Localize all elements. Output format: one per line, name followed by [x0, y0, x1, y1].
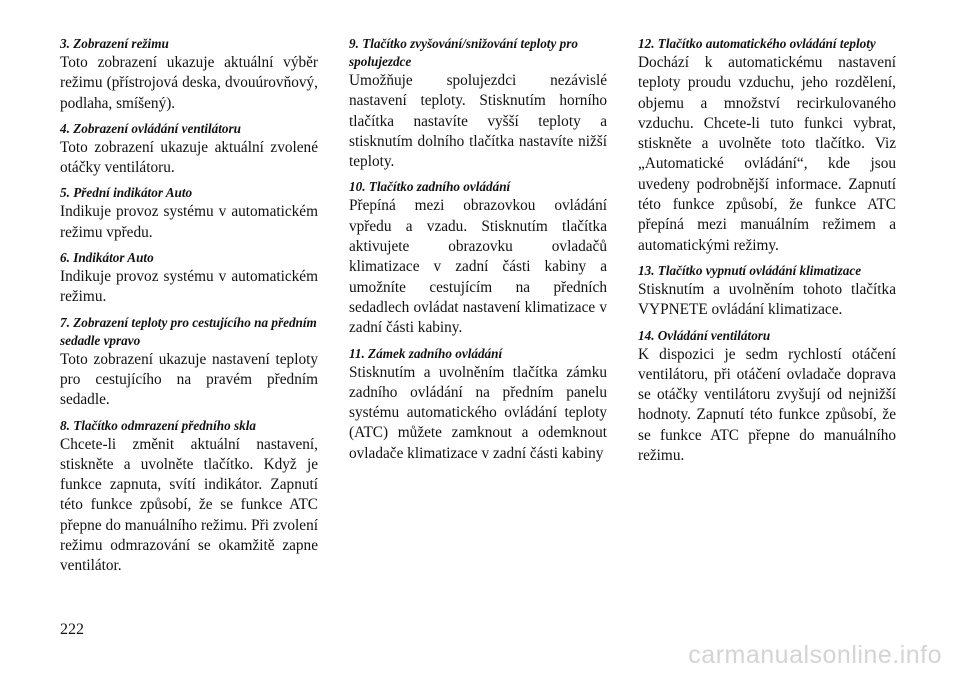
entry-passenger-temperature-buttons	[349, 35, 607, 172]
entry-heading: 4. Zobrazení ovládání ventilátoru	[60, 120, 241, 136]
page-number: 222	[60, 621, 84, 638]
entry-fan-control-display	[60, 120, 318, 179]
entry-body: K dispozici je sedm rychlostí otáčení ventilátoru, při otáčení ovladače doprava se otáčky ventilátoru zvyšují od nejnižší hodnoty. Zapnutí této funkce způsobí, že se funkce ATC přepne do manuálního režimu.	[638, 345, 896, 465]
entry-body: Toto zobrazení ukazuje aktuální zvolené otáčky ventilátoru.	[60, 138, 318, 177]
entry-body: Indikuje provoz systému v automatickém režimu vpředu.	[60, 203, 318, 241]
text-column-3	[638, 35, 896, 472]
entry-rear-control-lock	[349, 345, 607, 464]
entry-heading: 3. Zobrazení režimu	[60, 36, 169, 51]
entry-body: Přepíná mezi obrazovkou ovládání vpředu a vzadu. Stisknutím tlačítka aktivujete obrazovku ovladačů klimatizace v zadní části kabiny a umožníte cestujícím na předních sedadlech ovládat nastavení klimatizace v zadní části kabiny.	[349, 197, 607, 337]
entry-body: Chcete-li změnit aktuální nastavení, stiskněte a uvolněte tlačítko. Když je funkce zapnuta, svítí indikátor. Zapnutí této funkce způsobí, že se funkce ATC přepne do manuálního režimu. Při zvolení režimu odmrazování se okamžitě zapne ventilátor.	[60, 435, 318, 575]
entry-heading: 14. Ovládání ventilátoru	[638, 327, 771, 343]
entry-heading: 6. Indikátor Auto	[60, 250, 154, 266]
entry-front-auto-indicator	[60, 184, 318, 243]
text-column-2	[349, 35, 607, 470]
entry-rear-control-button	[349, 178, 607, 338]
entry-heading: 11. Zámek zadního ovládání	[349, 345, 503, 361]
entry-body: Toto zobrazení ukazuje nastavení teploty pro cestujícího na pravém předním sedadle.	[60, 350, 318, 409]
entry-heading: 13. Tlačítko vypnutí ovládání klimatizace	[638, 262, 862, 278]
entry-heading: 7. Zobrazení teploty pro cestujícího na předním sedadle vpravo	[60, 314, 317, 348]
watermark: carmanualsonline.info	[688, 641, 942, 669]
entry-heading: 10. Tlačítko zadního ovládání	[349, 179, 511, 195]
entry-heading: 9. Tlačítko zvyšování/snižování teploty pro spolujezdce	[349, 36, 578, 69]
entry-auto-temperature-button	[638, 35, 896, 256]
entry-body: Stisknutím a uvolněním tohoto tlačítka VYPNETE ovládání klimatizace.	[638, 280, 896, 319]
entry-climate-off-button	[638, 262, 896, 321]
entry-heading: 8. Tlačítko odmrazení předního skla	[60, 417, 256, 433]
entry-heading: 5. Přední indikátor Auto	[60, 185, 193, 201]
entry-body: Dochází k automatickému nastavení teploty proudu vzduchu, jeho rozdělení, objemu a množství recirkulovaného vzduchu. Chcete-li tuto funkci vybrat, stiskněte a uvolněte toto tlačítko. Viz „Automatické ovládání“, kde jsou uvedeny podrobnější informace. Zapnutí této funkce způsobí, že funkce ATC přepíná mezi manuálním režimem a automatickými režimy.	[638, 54, 896, 254]
entry-heading: 12. Tlačítko automatického ovládání teploty	[638, 36, 876, 51]
text-column-1	[60, 35, 318, 583]
entry-fan-control	[638, 327, 896, 467]
entry-body: Indikuje provoz systému v automatickém režimu.	[60, 268, 318, 306]
entry-body: Toto zobrazení ukazuje aktuální výběr režimu (přístrojová deska, dvouúrovňový, podlaha, smíšený).	[60, 54, 318, 112]
entry-front-defrost-button	[60, 417, 318, 577]
entry-mode-display	[60, 35, 318, 114]
entry-auto-indicator	[60, 249, 318, 308]
entry-body: Stisknutím a uvolněním tlačítka zámku zadního ovládání na předním panelu systému automatického ovládání teploty (ATC) můžete zamknout a odemknout ovladače klimatizace v zadní části kabiny	[349, 363, 607, 462]
entry-body: Umožňuje spolujezdci nezávislé nastavení teploty. Stisknutím horního tlačítka nastavíte vyšší teploty a stisknutím dolního tlačítka nastavíte nižší teploty.	[349, 72, 607, 171]
entry-passenger-temperature-display	[60, 314, 318, 411]
